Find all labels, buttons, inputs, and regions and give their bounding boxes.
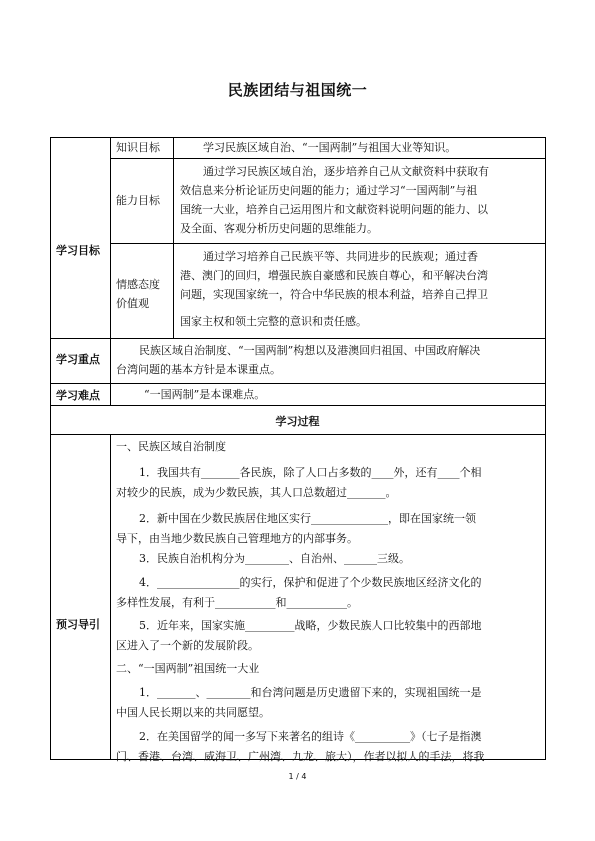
difficulties-text: “一国两制”是本课难点。 [144,388,266,401]
emotion-label: 价值观 [116,297,149,310]
preview-label: 预习导引 [56,618,100,631]
preview-line: 区进入了一个新的发展阶段。 [116,639,259,652]
section-heading: 二、“一国两制”祖国统一大业 [116,662,260,675]
preview-line: 5．近年来，国家实施_________战略，少数民族人口比较集中的西部地 [139,619,482,632]
preview-line: 1．我国共有_______各民族，除了人口占多数的____外，还有____个相 [139,466,482,479]
table-rule [50,338,546,339]
ability-line: 通过学习民族区域自治，逐步培养自己从文献资料中获取有 [203,165,489,178]
table-rule [50,405,546,406]
preview-line: 3．民族自治机构分为________、自治州、______三级。 [139,552,410,565]
table-rule [110,434,111,760]
emotion-line: 问题，实现国家统一，符合中华民族的根本利益，培养自己捍卫 [180,288,488,301]
preview-line: 对较少的民族，成为少数民族，其人口总数超过_______。 [116,486,397,499]
emotion-line: 港、澳门的回归，增强民族自豪感和民族自尊心，和平解决台湾 [180,269,488,282]
objectives-label: 学习目标 [56,244,100,257]
section-heading: 一、民族区域自治制度 [116,440,226,453]
preview-line: 导下，由当地少数民族自己管理地方的内部事务。 [116,532,358,545]
preview-line: 中国人民长期以来的共同愿望。 [116,706,270,719]
table-rule [50,383,546,384]
knowledge-text: 学习民族区域自治、“一国两制”与祖国大业等知识。 [203,141,457,154]
preview-line: 4．_______________的实行，保护和促进了个少数民族地区经济文化的 [139,576,482,589]
page-number: 1 / 4 [288,772,307,781]
preview-line: 1．_______、________和台湾问题是历史遗留下来的，实现祖国统一是 [139,686,482,699]
preview-line: 2．在美国留学的闻一多写下来著名的组诗《__________》（七子是指澳 [139,730,482,743]
table-rule [110,137,111,405]
ability-line: 效信息来分析论证历史问题的能力；通过学习“一国两制”与祖 [180,184,478,197]
difficulties-label: 学习难点 [56,389,100,402]
preview-line: 门、香港、台湾、威海卫、广州湾、九龙、旅大），作者以拟人的手法，将我 [116,750,485,763]
ability-line: 及全面、客观分析历史问题的思维能力。 [180,222,378,235]
table-rule [110,243,546,244]
table-rule [110,158,546,159]
knowledge-label: 知识目标 [116,141,160,154]
table-rule [50,434,546,435]
key-points-line: 民族区域自治制度、“一国两制”构想以及港澳回归祖国、中国政府解决 [139,344,481,357]
preview-line: 多样性发展，有利于___________和___________。 [116,596,358,609]
key-points-line: 台湾问题的基本方针是本课重点。 [116,363,281,376]
table-rule [173,137,174,338]
ability-line: 国统一大业，培养自己运用图片和文献资料说明问题的能力、以 [180,203,488,216]
emotion-line: 通过学习培养自己民族平等、共同进步的民族观；通过香 [203,250,478,263]
emotion-line: 国家主权和领土完整的意识和责任感。 [180,315,367,328]
emotion-label: 情感态度 [116,278,160,291]
ability-label: 能力目标 [116,194,160,207]
process-header: 学习过程 [275,415,320,428]
page-title: 民族团结与祖国统一 [227,81,368,99]
key-points-label: 学习重点 [56,353,100,366]
preview-line: 2．新中国在少数民族居住地区实行______________，即在国家统一领 [139,512,476,525]
